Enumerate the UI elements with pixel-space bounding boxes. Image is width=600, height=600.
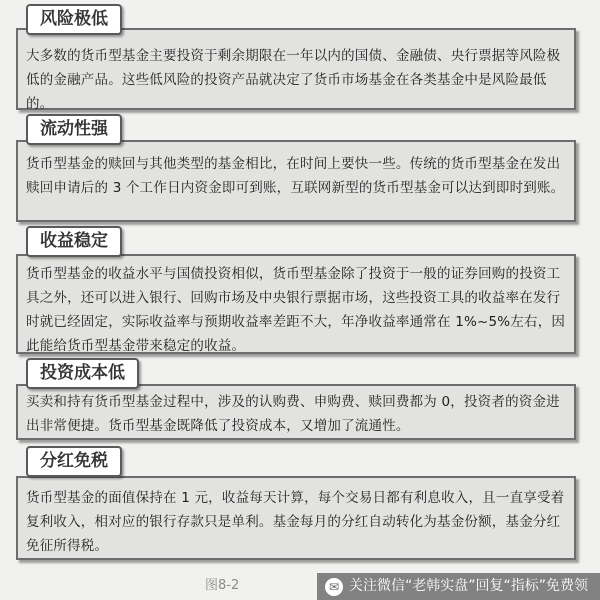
section-liquidity	[16, 114, 584, 222]
section-body: 大多数的货币型基金主要投资于剩余期限在一年以内的国债、金融债、央行票据等风险极低的金融产品。这些低风险的投资产品就决定了货币市场基金在各类基金中是风险最低的。	[16, 28, 576, 110]
section-low-cost	[16, 358, 584, 440]
section-stable-returns	[16, 226, 584, 354]
section-title: 流动性强	[26, 114, 122, 145]
section-body: 货币型基金的面值保持在 1 元，收益每天计算，每个交易日都有利息收入，且一直享受着复利收入，相对应的银行存款只是单利。基金每月的分红自动转化为基金份额，基金分红免征所得税。	[16, 476, 576, 560]
section-title: 投资成本低	[26, 358, 139, 389]
section-body: 买卖和持有货币型基金过程中，涉及的认购费、申购费、赎回费都为 0，投资者的资金进出非常便捷。货币型基金既降低了投资成本，又增加了流通性。	[16, 384, 576, 440]
section-risk	[16, 4, 584, 110]
watermark-text: 关注微信“老韩实盘”回复“指标”免费领	[348, 578, 588, 594]
section-body: 货币型基金的赎回与其他类型的基金相比，在时间上要快一些。传统的货币型基金在发出赎回申请后的 3 个工作日内资金即可到账，互联网新型的货币型基金可以达到即时到账。	[16, 140, 576, 222]
section-title: 风险极低	[26, 4, 122, 35]
section-tax-free	[16, 446, 584, 562]
figure-caption: 图8-2	[205, 578, 240, 593]
section-body: 货币型基金的收益水平与国债投资相似，货币型基金除了投资于一般的证券回购的投资工具之外，还可以进入银行、回购市场及中央银行票据市场，这些投资工具的收益率在发行时就已经固定，实际收益率与预期收益率差距不大，年净收益率通常在 1%~5%左右，因此能给货币型基金带来稳定的收益。	[16, 254, 576, 354]
watermark-banner	[317, 573, 600, 600]
section-title: 分红免税	[26, 446, 122, 477]
wechat-icon: ✉	[325, 578, 343, 596]
section-title: 收益稳定	[26, 226, 122, 257]
